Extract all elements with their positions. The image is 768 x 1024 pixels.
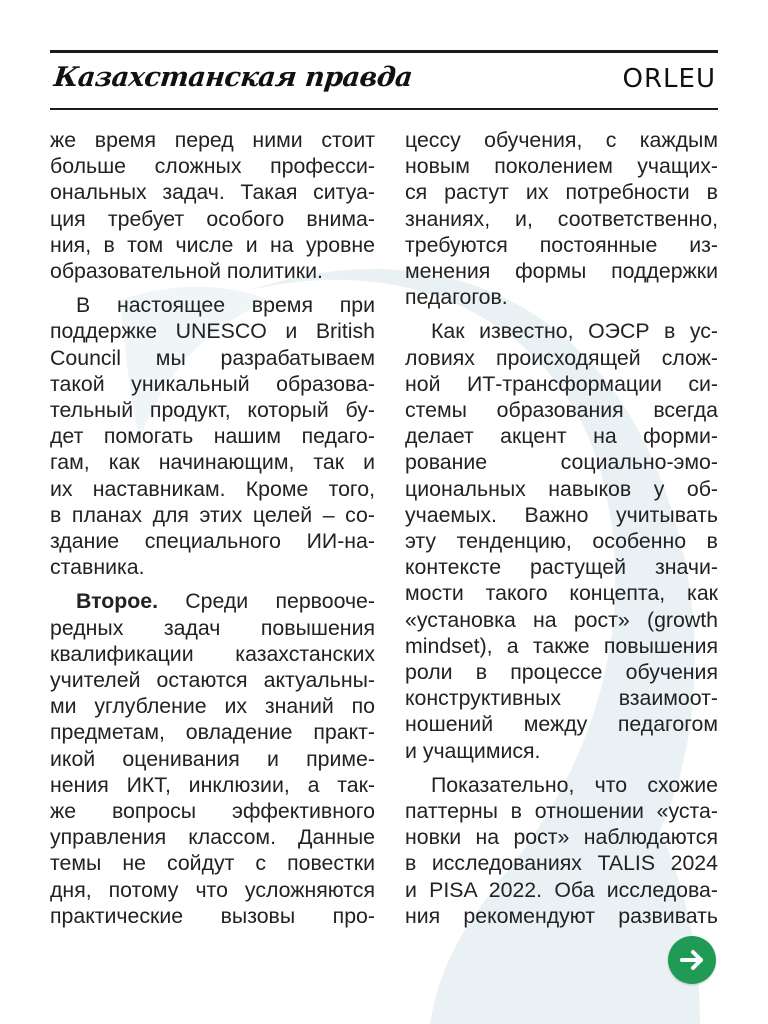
- text-line: нения ИКТ, инклюзии, а так-: [50, 772, 375, 797]
- text-line: стемы образования всегда: [405, 398, 718, 423]
- text-line: цессу обучения, с каждым: [405, 128, 718, 152]
- text-line: дет помогать нашим педаго-: [50, 424, 375, 449]
- text-line: «установка на рост» (growth: [405, 607, 718, 632]
- left-column: [50, 127, 375, 929]
- text-fragment: Среди первооче-: [158, 589, 375, 614]
- text-line: ставника.: [50, 555, 145, 580]
- text-line: рование социально-эмо-: [405, 450, 718, 475]
- text-line: поддержке UNESCO и British: [50, 319, 375, 344]
- text-line: ми углубление их знаний по: [50, 694, 375, 719]
- text-line: менения формы поддержки: [405, 259, 718, 284]
- text-line: В настоящее время при: [76, 293, 375, 318]
- newspaper-masthead: Казахстанская правда: [52, 62, 414, 93]
- arrow-right-icon: [677, 945, 707, 975]
- text-line: знаниях, и, соответственно,: [405, 206, 718, 231]
- text-line: и PISA 2022. Оба исследова-: [405, 877, 718, 902]
- orleu-logo: ORLEU: [622, 64, 716, 94]
- text-line: ной ИТ-трансформации си-: [405, 371, 718, 396]
- text-line: и учащимися.: [405, 738, 541, 763]
- text-line: ся растут их потребности в: [405, 180, 718, 205]
- next-page-button[interactable]: [668, 936, 716, 984]
- text-line: роли в процессе обучения: [405, 660, 718, 685]
- text-line: управления классом. Данные: [50, 825, 375, 850]
- right-column: [405, 127, 718, 929]
- text-line: гам, как начинающим, так и: [50, 450, 375, 475]
- text-line: в исследованиях TALIS 2024: [405, 851, 718, 876]
- text-line: циональных навыков у об-: [405, 476, 718, 501]
- section-lead: Второе.: [76, 589, 159, 614]
- text-line: такой уникальный образова-: [50, 371, 375, 396]
- text-line: контексте растущей значи-: [405, 555, 718, 580]
- text-line: икой оценивания и приме-: [50, 746, 375, 771]
- text-line: здание специального ИИ-на-: [50, 529, 375, 554]
- text-line: Council мы разрабатываем: [50, 345, 375, 370]
- paragraph: [50, 292, 375, 580]
- text-line: ция требует особого внима-: [50, 206, 375, 231]
- text-line: ональных задач. Такая ситуа-: [50, 180, 375, 205]
- text-line: эту тенденцию, особенно в: [405, 529, 718, 554]
- text-line: Показательно, что схожие: [431, 772, 718, 797]
- paragraph: [50, 588, 375, 929]
- text-line: ния, в том числе и на уровне: [50, 232, 375, 257]
- text-line: редных задач повышения: [50, 615, 375, 640]
- text-line: практические вызовы про-: [50, 903, 375, 928]
- text-line: образовательной политики.: [50, 259, 323, 284]
- text-line: новки на рост» наблюдаются: [405, 825, 718, 850]
- text-line: конструктивных взаимоот-: [405, 686, 718, 711]
- text-line: [50, 588, 375, 614]
- text-line: требуются постоянные из-: [405, 232, 718, 257]
- paragraph: [405, 772, 718, 929]
- text-line: темы не сойдут с повестки: [50, 851, 375, 876]
- text-line: ния рекомендуют развивать: [405, 903, 718, 928]
- paragraph: [405, 127, 718, 310]
- text-line: ловиях происходящей слож-: [405, 345, 718, 370]
- text-line: в планах для этих целей – со-: [50, 502, 375, 527]
- text-line: ношений между педагогом: [405, 712, 718, 737]
- text-line: новым поколением учащих-: [405, 154, 718, 179]
- paragraph: [50, 127, 375, 284]
- text-line: больше сложных професси-: [50, 154, 375, 179]
- text-line: квалификации казахстанских: [50, 641, 375, 666]
- text-line: Как известно, ОЭСР в ус-: [431, 319, 718, 344]
- text-line: делает акцент на форми-: [405, 424, 718, 449]
- text-line: паттерны в отношении «уста-: [405, 799, 718, 824]
- text-line: же вопросы эффективного: [50, 799, 375, 824]
- text-line: mindset), а также повышения: [405, 633, 718, 658]
- text-line: их наставникам. Кроме того,: [50, 476, 375, 501]
- text-line: тельный продукт, который бу-: [50, 398, 375, 423]
- text-line: учителей остаются актуальны-: [50, 668, 375, 693]
- text-line: предметам, овладение практ-: [50, 720, 375, 745]
- text-line: учаемых. Важно учитывать: [405, 502, 718, 527]
- text-line: дня, потому что усложняются: [50, 877, 375, 902]
- text-line: мости такого концепта, как: [405, 581, 718, 606]
- text-line: же время перед ними стоит: [50, 128, 375, 152]
- text-line: педагогов.: [405, 285, 508, 310]
- paragraph: [405, 318, 718, 763]
- header-top-rule: [50, 50, 718, 53]
- header-bottom-rule: [50, 108, 718, 110]
